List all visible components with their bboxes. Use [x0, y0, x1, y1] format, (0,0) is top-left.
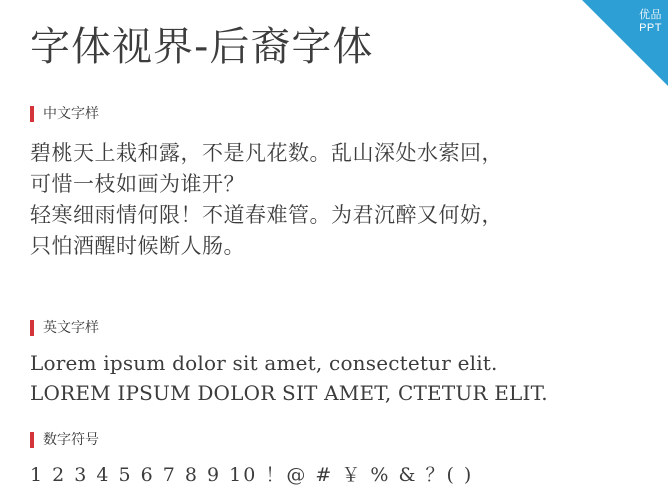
english-sample-text — [30, 348, 645, 408]
accent-bar-icon — [30, 106, 34, 122]
english-sample-line: LOREM IPSUM DOLOR SIT AMET, CTETUR ELIT. — [30, 381, 548, 405]
chinese-sample-line: 可惜一枝如画为谁开？ — [30, 172, 245, 196]
ribbon-label-line2: PPT — [639, 22, 662, 34]
ribbon-triangle — [582, 0, 668, 86]
numeral-sample-text: 1 2 3 4 5 6 7 8 9 10 ！@ # ￥ % & ？( ) — [30, 464, 474, 486]
page-title: 字体视界-后裔字体 — [30, 24, 374, 70]
accent-bar-icon — [30, 432, 34, 448]
chinese-sample-line: 碧桃天上栽和露，不是凡花数。乱山深处水萦回， — [30, 141, 503, 165]
section-header-numerals — [30, 432, 99, 448]
accent-bar-icon — [30, 320, 34, 336]
ribbon-label — [639, 9, 662, 35]
chinese-sample-line: 轻寒细雨情何限！不道春难管。为君沉醉又何妨， — [30, 203, 503, 227]
english-sample-line: Lorem ipsum dolor sit amet, consectetur elit. — [30, 351, 498, 375]
section-label-chinese: 中文字样 — [43, 106, 99, 122]
section-header-chinese — [30, 106, 99, 122]
section-label-numerals: 数字符号 — [43, 432, 99, 448]
chinese-sample-line: 只怕酒醒时候断人肠。 — [30, 234, 245, 258]
chinese-sample-text — [30, 138, 645, 262]
ribbon-label-line1: 优品 — [639, 9, 662, 21]
section-header-english — [30, 320, 99, 336]
section-label-english: 英文字样 — [43, 320, 99, 336]
corner-ribbon — [582, 0, 668, 86]
